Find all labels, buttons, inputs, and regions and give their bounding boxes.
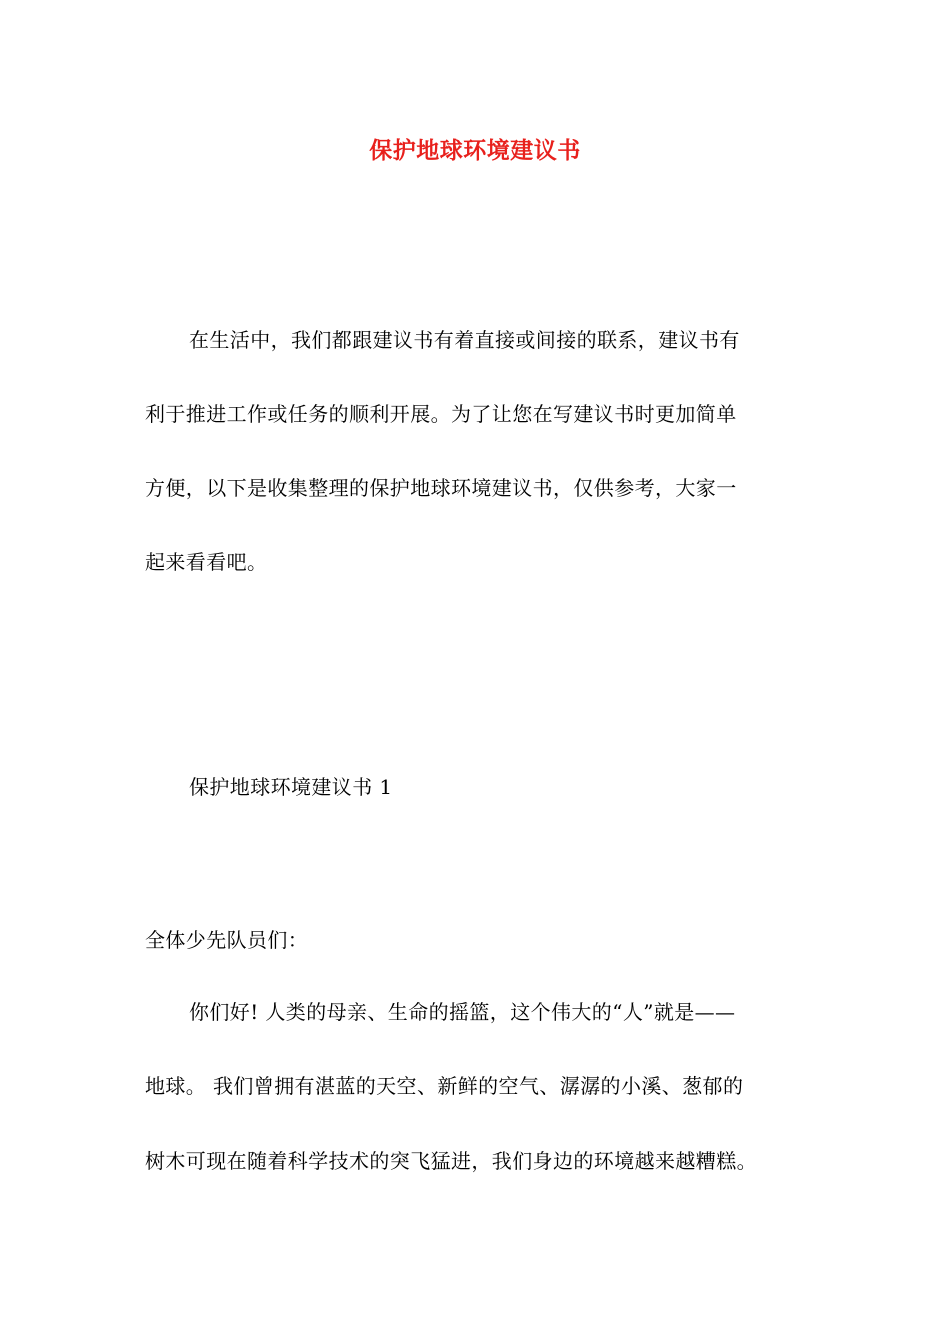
body-line-2: 地球。 我们曾拥有湛蓝的天空、新鲜的空气、潺潺的小溪、葱郁的	[145, 1074, 744, 1098]
intro-line-2: 利于推进工作或任务的顺利开展。为了让您在写建议书时更加简单	[145, 402, 737, 426]
body-line-1: 你们好! 人类的母亲、生命的摇篮，这个伟大的“人”就是——	[189, 1000, 736, 1024]
salutation: 全体少先队员们：	[145, 928, 309, 952]
intro-line-3: 方便，以下是收集整理的保护地球环境建议书，仅供参考，大家一	[145, 476, 737, 500]
body-line-3: 树木可现在随着科学技术的突飞猛进，我们身边的环境越来越糟糕。	[145, 1149, 757, 1173]
intro-line-4: 起来看看吧。	[145, 550, 268, 574]
intro-line-1: 在生活中，我们都跟建议书有着直接或间接的联系，建议书有	[189, 328, 740, 352]
document-title: 保护地球环境建议书	[369, 137, 581, 164]
section-heading: 保护地球环境建议书 1	[189, 775, 393, 799]
